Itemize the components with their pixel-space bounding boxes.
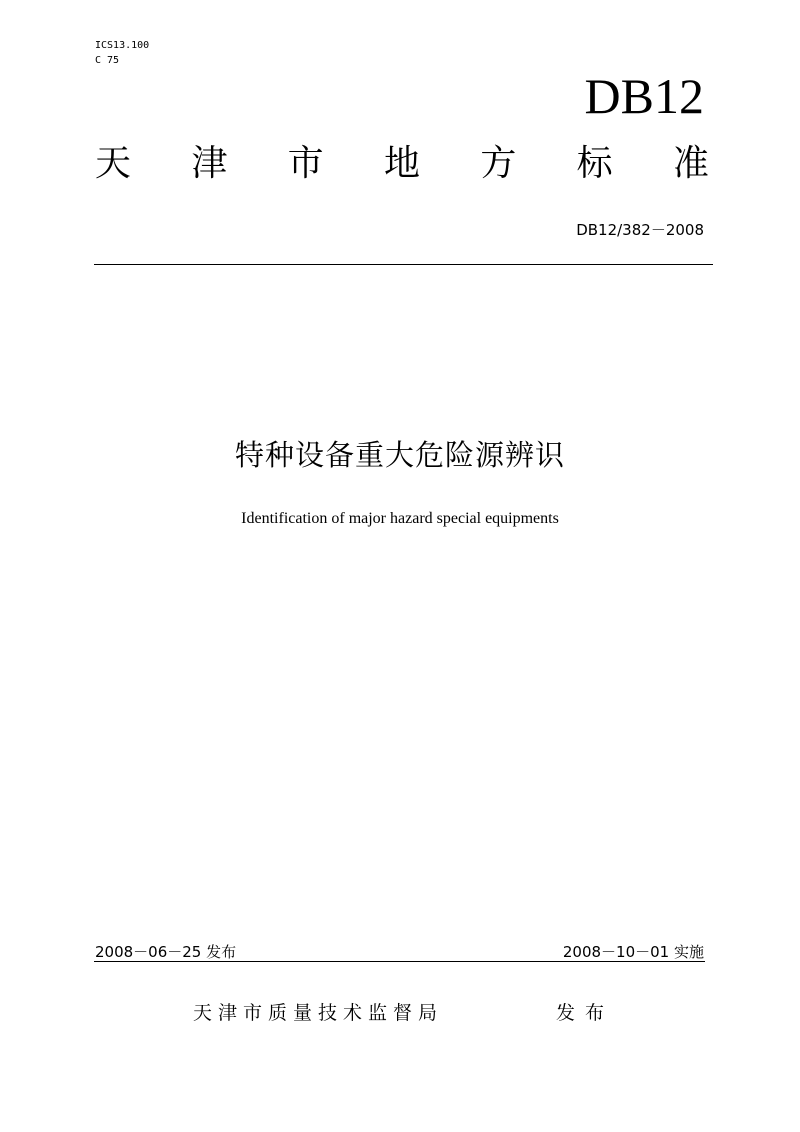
footer-divider xyxy=(94,961,705,962)
publish-label: 发布 xyxy=(556,1002,615,1024)
standard-title-char: 标 xyxy=(576,143,613,184)
standard-title-char: 地 xyxy=(383,143,420,184)
ccs-code: C 75 xyxy=(95,55,120,66)
document-title-english: Identification of major hazard special equipments xyxy=(241,510,559,527)
standard-title-char: 津 xyxy=(191,143,228,184)
standard-title-char: 准 xyxy=(672,143,709,184)
publisher: 天津市质量技术监督局 xyxy=(193,1002,444,1024)
classification-codes xyxy=(95,38,149,68)
standard-title-char: 方 xyxy=(480,143,517,184)
db-mark: DB12 xyxy=(584,68,704,124)
header-divider xyxy=(94,264,713,265)
ics-code: ICS13.100 xyxy=(95,40,150,51)
standard-type-title xyxy=(95,140,709,188)
issue-date: 2008－06－25 发布 xyxy=(95,943,237,961)
standard-title-char: 天 xyxy=(95,143,132,184)
implementation-date: 2008－10－01 实施 xyxy=(562,943,704,961)
standard-title-char: 市 xyxy=(287,143,324,184)
standard-number: DB12/382－2008 xyxy=(576,221,704,239)
document-title-chinese: 特种设备重大危险源辨识 xyxy=(234,438,565,472)
